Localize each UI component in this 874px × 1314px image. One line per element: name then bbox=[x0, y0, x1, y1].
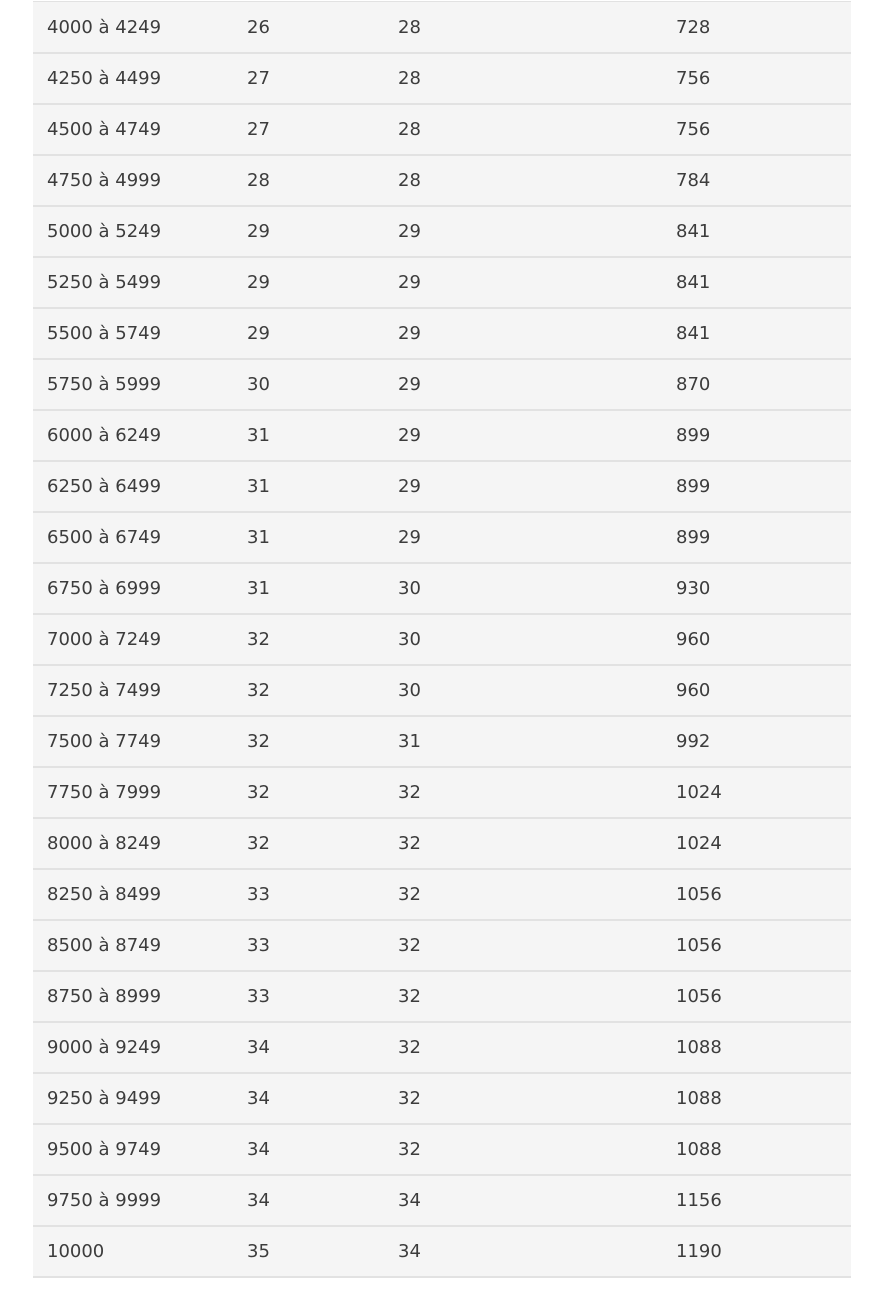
table-row bbox=[33, 104, 851, 155]
col3-value-cell: 32 bbox=[384, 818, 662, 869]
col2-value-cell: 32 bbox=[233, 818, 384, 869]
col2-value-cell: 32 bbox=[233, 665, 384, 716]
total-cell: 1088 bbox=[662, 1124, 851, 1175]
table-row bbox=[33, 512, 851, 563]
total-cell: 870 bbox=[662, 359, 851, 410]
col2-value-cell: 32 bbox=[233, 716, 384, 767]
col3-value-cell: 32 bbox=[384, 920, 662, 971]
total-cell: 992 bbox=[662, 716, 851, 767]
table-row bbox=[33, 1073, 851, 1124]
total-cell: 756 bbox=[662, 104, 851, 155]
col2-value-cell: 34 bbox=[233, 1073, 384, 1124]
total-cell: 841 bbox=[662, 206, 851, 257]
total-cell: 1024 bbox=[662, 767, 851, 818]
table-row bbox=[33, 1226, 851, 1277]
col2-value-cell: 31 bbox=[233, 410, 384, 461]
col3-value-cell: 32 bbox=[384, 869, 662, 920]
table-row bbox=[33, 614, 851, 665]
table-row bbox=[33, 2, 851, 53]
table-row bbox=[33, 869, 851, 920]
total-cell: 1056 bbox=[662, 971, 851, 1022]
total-cell: 1190 bbox=[662, 1226, 851, 1277]
table-row bbox=[33, 206, 851, 257]
col3-value-cell: 28 bbox=[384, 53, 662, 104]
table-row bbox=[33, 1175, 851, 1226]
range-cell: 5000 à 5249 bbox=[33, 206, 233, 257]
range-cell: 6250 à 6499 bbox=[33, 461, 233, 512]
total-cell: 899 bbox=[662, 512, 851, 563]
range-cell: 7000 à 7249 bbox=[33, 614, 233, 665]
range-cell: 8500 à 8749 bbox=[33, 920, 233, 971]
col3-value-cell: 32 bbox=[384, 767, 662, 818]
col2-value-cell: 26 bbox=[233, 2, 384, 53]
col2-value-cell: 32 bbox=[233, 614, 384, 665]
range-cell: 4500 à 4749 bbox=[33, 104, 233, 155]
col3-value-cell: 29 bbox=[384, 206, 662, 257]
total-cell: 841 bbox=[662, 257, 851, 308]
range-cell: 9000 à 9249 bbox=[33, 1022, 233, 1073]
range-cell: 9750 à 9999 bbox=[33, 1175, 233, 1226]
table-row bbox=[33, 665, 851, 716]
data-table-container bbox=[33, 1, 851, 1278]
range-cell: 5250 à 5499 bbox=[33, 257, 233, 308]
range-cell: 7500 à 7749 bbox=[33, 716, 233, 767]
col3-value-cell: 29 bbox=[384, 359, 662, 410]
col2-value-cell: 31 bbox=[233, 563, 384, 614]
col3-value-cell: 32 bbox=[384, 971, 662, 1022]
col3-value-cell: 29 bbox=[384, 410, 662, 461]
col2-value-cell: 34 bbox=[233, 1175, 384, 1226]
range-cell: 5750 à 5999 bbox=[33, 359, 233, 410]
table-row bbox=[33, 920, 851, 971]
col3-value-cell: 28 bbox=[384, 104, 662, 155]
col2-value-cell: 30 bbox=[233, 359, 384, 410]
col3-value-cell: 32 bbox=[384, 1124, 662, 1175]
range-cell: 10000 bbox=[33, 1226, 233, 1277]
table-row bbox=[33, 716, 851, 767]
table-row bbox=[33, 308, 851, 359]
col3-value-cell: 29 bbox=[384, 308, 662, 359]
range-cell: 8750 à 8999 bbox=[33, 971, 233, 1022]
col3-value-cell: 29 bbox=[384, 257, 662, 308]
col3-value-cell: 28 bbox=[384, 2, 662, 53]
total-cell: 1056 bbox=[662, 920, 851, 971]
table-row bbox=[33, 1124, 851, 1175]
col3-value-cell: 29 bbox=[384, 512, 662, 563]
table-row bbox=[33, 410, 851, 461]
total-cell: 841 bbox=[662, 308, 851, 359]
col3-value-cell: 30 bbox=[384, 665, 662, 716]
col2-value-cell: 31 bbox=[233, 461, 384, 512]
total-cell: 784 bbox=[662, 155, 851, 206]
col2-value-cell: 34 bbox=[233, 1022, 384, 1073]
col3-value-cell: 28 bbox=[384, 155, 662, 206]
col2-value-cell: 34 bbox=[233, 1124, 384, 1175]
col2-value-cell: 33 bbox=[233, 869, 384, 920]
table-row bbox=[33, 767, 851, 818]
col2-value-cell: 28 bbox=[233, 155, 384, 206]
range-cell: 6500 à 6749 bbox=[33, 512, 233, 563]
range-cell: 5500 à 5749 bbox=[33, 308, 233, 359]
col3-value-cell: 30 bbox=[384, 563, 662, 614]
col2-value-cell: 29 bbox=[233, 257, 384, 308]
col2-value-cell: 27 bbox=[233, 53, 384, 104]
table-row bbox=[33, 155, 851, 206]
table-row bbox=[33, 461, 851, 512]
total-cell: 960 bbox=[662, 614, 851, 665]
table-row bbox=[33, 1022, 851, 1073]
range-cell: 4250 à 4499 bbox=[33, 53, 233, 104]
col2-value-cell: 31 bbox=[233, 512, 384, 563]
col2-value-cell: 32 bbox=[233, 767, 384, 818]
table-row bbox=[33, 359, 851, 410]
total-cell: 756 bbox=[662, 53, 851, 104]
col3-value-cell: 29 bbox=[384, 461, 662, 512]
col2-value-cell: 33 bbox=[233, 920, 384, 971]
range-cell: 8000 à 8249 bbox=[33, 818, 233, 869]
col2-value-cell: 35 bbox=[233, 1226, 384, 1277]
range-cell: 8250 à 8499 bbox=[33, 869, 233, 920]
range-cell: 4000 à 4249 bbox=[33, 2, 233, 53]
table-row bbox=[33, 257, 851, 308]
col3-value-cell: 30 bbox=[384, 614, 662, 665]
range-cell: 7250 à 7499 bbox=[33, 665, 233, 716]
col3-value-cell: 34 bbox=[384, 1175, 662, 1226]
col3-value-cell: 32 bbox=[384, 1073, 662, 1124]
col2-value-cell: 33 bbox=[233, 971, 384, 1022]
table-row bbox=[33, 563, 851, 614]
col2-value-cell: 29 bbox=[233, 206, 384, 257]
total-cell: 1088 bbox=[662, 1073, 851, 1124]
col3-value-cell: 34 bbox=[384, 1226, 662, 1277]
col3-value-cell: 32 bbox=[384, 1022, 662, 1073]
total-cell: 1024 bbox=[662, 818, 851, 869]
total-cell: 728 bbox=[662, 2, 851, 53]
total-cell: 960 bbox=[662, 665, 851, 716]
table-row bbox=[33, 53, 851, 104]
total-cell: 1156 bbox=[662, 1175, 851, 1226]
table-body bbox=[33, 2, 851, 1277]
data-table bbox=[33, 2, 851, 1278]
range-cell: 6000 à 6249 bbox=[33, 410, 233, 461]
range-cell: 6750 à 6999 bbox=[33, 563, 233, 614]
total-cell: 1088 bbox=[662, 1022, 851, 1073]
col3-value-cell: 31 bbox=[384, 716, 662, 767]
total-cell: 1056 bbox=[662, 869, 851, 920]
col2-value-cell: 29 bbox=[233, 308, 384, 359]
range-cell: 7750 à 7999 bbox=[33, 767, 233, 818]
total-cell: 899 bbox=[662, 461, 851, 512]
total-cell: 899 bbox=[662, 410, 851, 461]
table-row bbox=[33, 818, 851, 869]
range-cell: 9250 à 9499 bbox=[33, 1073, 233, 1124]
range-cell: 4750 à 4999 bbox=[33, 155, 233, 206]
col2-value-cell: 27 bbox=[233, 104, 384, 155]
table-row bbox=[33, 971, 851, 1022]
total-cell: 930 bbox=[662, 563, 851, 614]
range-cell: 9500 à 9749 bbox=[33, 1124, 233, 1175]
